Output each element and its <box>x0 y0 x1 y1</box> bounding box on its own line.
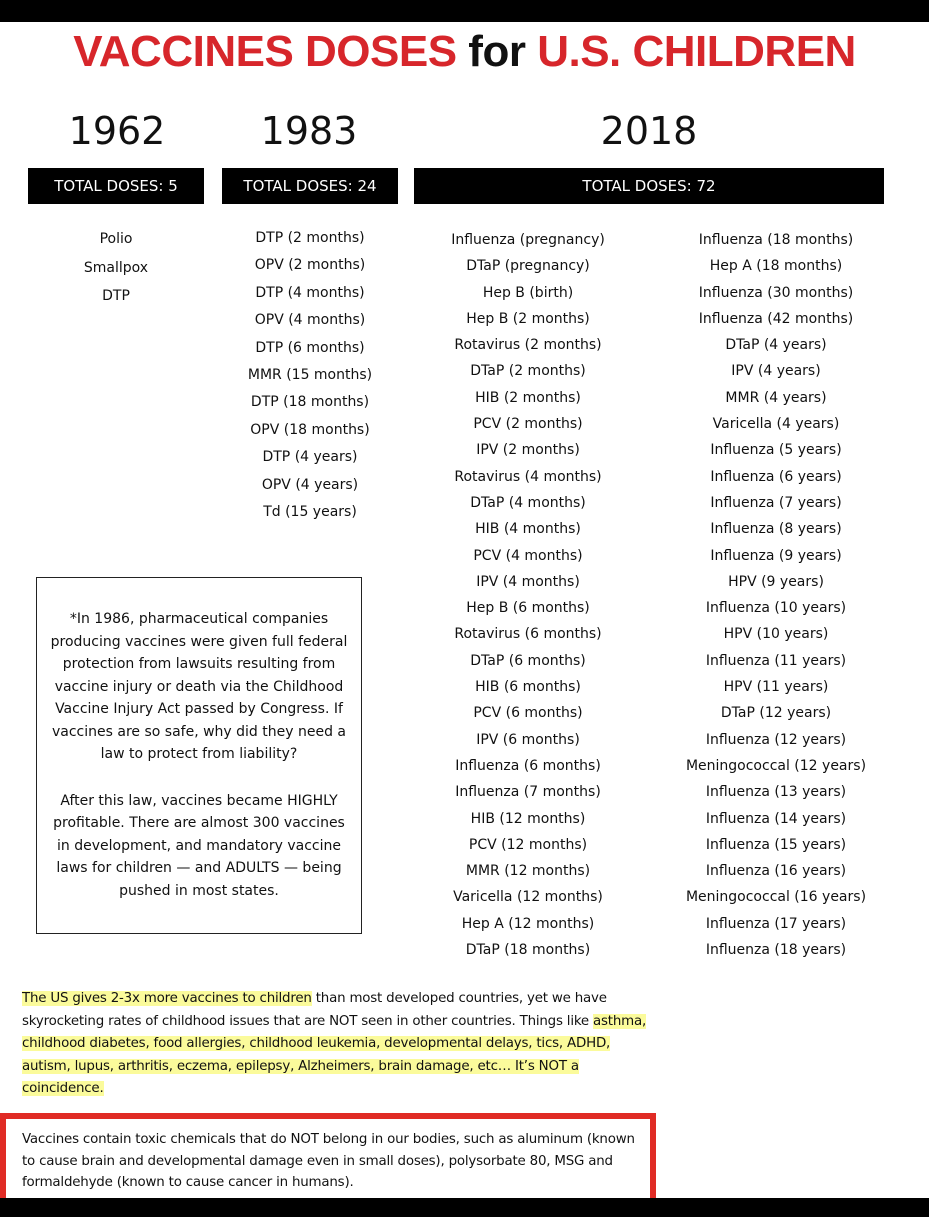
vaccine-item: Influenza (7 years) <box>710 494 842 511</box>
vaccine-item: Influenza (18 months) <box>698 232 854 248</box>
vaccine-item: DTaP (2 months) <box>470 363 586 380</box>
vaccine-item: HIB (2 months) <box>475 389 581 406</box>
vaccine-item: Influenza (9 years) <box>710 547 842 564</box>
liability-note-box <box>36 577 362 934</box>
vaccine-item: DTaP (6 months) <box>470 652 586 669</box>
vaccine-item: DTP (4 years) <box>262 449 358 466</box>
vaccine-item: Influenza (6 years) <box>710 468 842 485</box>
vaccine-item: Smallpox <box>83 259 149 276</box>
toxic-chemicals-text: Vaccines contain toxic chemicals that do NOT belong in our bodies, such as aluminum (known to cause brain and developmental damage even in small doses), polysorbate 80, MSG and formaldehyde (known to cause cancer in humans). <box>22 1132 635 1191</box>
vaccine-item: HPV (11 years) <box>723 679 829 696</box>
plain-text-segment: than most developed countries, yet we have skyrocketing rates of childhood issues that are NOT seen in other countries. Things like <box>22 991 607 1029</box>
vaccine-item: Influenza (7 months) <box>455 784 601 801</box>
vaccine-item: Influenza (12 years) <box>705 731 847 748</box>
vaccine-item: DTaP (4 months) <box>470 494 586 511</box>
vaccine-item: Hep B (birth) <box>482 284 574 301</box>
title-part-for: for <box>468 27 526 76</box>
total-doses-1983: TOTAL DOSES: 24 <box>222 168 398 204</box>
vaccine-item: Rotavirus (6 months) <box>454 626 602 643</box>
vaccine-item: OPV (4 years) <box>261 476 359 493</box>
vaccine-item: Rotavirus (2 months) <box>454 337 602 354</box>
vaccine-list-1962 <box>28 225 204 311</box>
vaccine-item: Influenza (15 years) <box>705 836 847 853</box>
vaccine-item: IPV (2 months) <box>476 442 580 459</box>
vaccine-item: DTaP (18 months) <box>465 942 591 959</box>
vaccine-item: DTP (6 months) <box>255 339 365 356</box>
note-paragraph-2: After this law, vaccines became HIGHLY profitable. There are almost 300 vaccines in development, and mandatory vaccine laws for children — and ADULTS — being pushed in most states. <box>53 792 345 899</box>
title-part-vaccines-doses: VACCINES DOSES <box>73 27 457 76</box>
highlight-us-gives: The US gives 2-3x more vaccines to children <box>22 991 312 1006</box>
vaccine-item: DTP (2 months) <box>255 230 365 246</box>
highlight-conditions-list: asthma, childhood diabetes, food allergies, childhood leukemia, developmental delays, tics, ADHD, autism, lupus, arthritis, eczema, epilepsy, Alzheimers, brain damage, etc… It’s NOT a coincidence. <box>22 1013 647 1097</box>
vaccine-item: Influenza (6 months) <box>455 757 601 774</box>
vaccine-item: IPV (6 months) <box>476 731 580 748</box>
vaccine-item: Influenza (14 years) <box>705 810 847 827</box>
vaccine-item: HPV (9 years) <box>728 573 824 590</box>
total-doses-2018: TOTAL DOSES: 72 <box>414 168 884 204</box>
vaccine-item: MMR (15 months) <box>247 367 373 384</box>
vaccine-list-2018-right <box>662 227 890 963</box>
vaccine-item: Meningococcal (16 years) <box>685 889 867 906</box>
vaccine-item: PCV (12 months) <box>468 836 588 853</box>
vaccine-item: HIB (12 months) <box>470 810 586 827</box>
vaccine-item: Td (15 years) <box>263 504 357 521</box>
vaccine-item: DTP (4 months) <box>255 284 365 301</box>
vaccine-item: DTaP (pregnancy) <box>466 258 590 275</box>
vaccine-item: Meningococcal (12 years) <box>685 757 867 774</box>
vaccine-item: OPV (2 months) <box>254 257 366 274</box>
vaccine-item: Influenza (pregnancy) <box>451 232 605 248</box>
note-paragraph-1: *In 1986, pharmaceutical companies producing vaccines were given full federal protection from lawsuits resulting from vaccine injury or death via the Childhood Vaccine Injury Act passed by Congress. If vaccines are so safe, why did they need a law to protect from liability? <box>50 611 348 762</box>
vaccine-item: PCV (4 months) <box>473 547 583 564</box>
vaccine-item: OPV (18 months) <box>250 421 370 438</box>
vaccine-item: Influenza (13 years) <box>705 784 847 801</box>
vaccine-item: HPV (10 years) <box>723 626 829 643</box>
vaccine-item: HIB (4 months) <box>475 521 581 538</box>
year-1962-heading: 1962 <box>68 109 166 153</box>
page-title <box>0 26 929 78</box>
vaccine-item: Influenza (18 years) <box>705 942 847 959</box>
vaccine-item: DTaP (4 years) <box>725 337 827 354</box>
vaccine-list-1983 <box>222 225 398 526</box>
vaccine-item: PCV (6 months) <box>473 705 583 722</box>
vaccine-item: Hep B (2 months) <box>466 310 590 327</box>
vaccine-item: IPV (4 months) <box>476 573 580 590</box>
vaccine-list-2018-left <box>414 227 642 963</box>
vaccine-item: Hep A (12 months) <box>461 915 595 932</box>
vaccine-item: HIB (6 months) <box>475 679 581 696</box>
vaccine-item: Influenza (16 years) <box>705 863 847 880</box>
vaccine-item: IPV (4 years) <box>731 363 821 380</box>
vaccine-item: Influenza (17 years) <box>705 915 847 932</box>
vaccine-item: Influenza (10 years) <box>705 600 847 617</box>
bottom-black-bar <box>0 1198 929 1217</box>
vaccine-item: OPV (4 months) <box>254 312 366 329</box>
vaccine-item: DTP (18 months) <box>250 394 370 411</box>
vaccine-item: DTP <box>102 288 130 304</box>
vaccine-item: MMR (4 years) <box>725 389 827 406</box>
vaccine-item: MMR (12 months) <box>465 863 591 880</box>
year-2018-heading: 2018 <box>600 109 698 153</box>
vaccine-item: Polio <box>99 231 133 247</box>
title-part-us-children: U.S. CHILDREN <box>537 27 856 76</box>
vaccine-item: Influenza (11 years) <box>705 652 847 669</box>
vaccine-item: Hep A (18 months) <box>709 258 843 275</box>
vaccine-item: Influenza (30 months) <box>698 284 854 301</box>
total-doses-1962: TOTAL DOSES: 5 <box>28 168 204 204</box>
vaccine-item: Varicella (4 years) <box>712 416 840 433</box>
vaccine-item: Hep B (6 months) <box>466 600 590 617</box>
vaccine-item: Influenza (42 months) <box>698 310 854 327</box>
top-black-bar <box>0 0 929 22</box>
highlighted-paragraph <box>22 988 662 1101</box>
vaccine-item: DTaP (12 years) <box>720 705 832 722</box>
vaccine-item: PCV (2 months) <box>473 416 583 433</box>
vaccine-item: Influenza (8 years) <box>710 521 842 538</box>
vaccine-item: Rotavirus (4 months) <box>454 468 602 485</box>
year-1983-heading: 1983 <box>260 109 358 153</box>
vaccine-item: Varicella (12 months) <box>453 889 603 906</box>
toxic-chemicals-box <box>0 1113 656 1203</box>
vaccine-item: Influenza (5 years) <box>710 442 842 459</box>
